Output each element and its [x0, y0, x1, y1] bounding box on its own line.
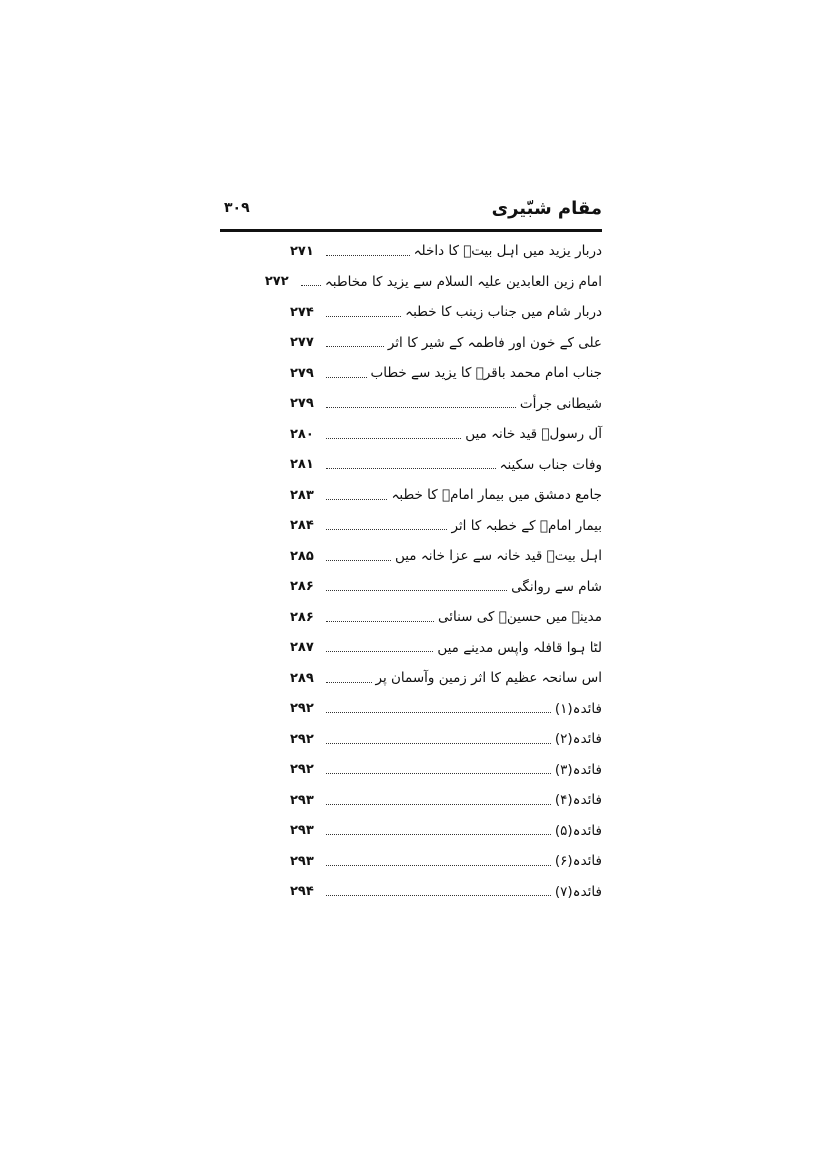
toc-entry-page: ۲۹۳	[290, 823, 314, 839]
toc-entry-page: ۲۹۴	[290, 884, 314, 900]
dot-leader	[326, 255, 410, 256]
toc-entry-title: شیطانی جرأت	[519, 395, 602, 412]
dot-leader	[326, 682, 372, 683]
toc-entry	[290, 450, 602, 481]
dot-leader	[326, 560, 391, 561]
toc-entry-title: اس سانحہ عظیم کا اثر زمین وآسمان پر	[375, 670, 602, 687]
toc-entry-title: علی کے خون اور فاطمہ کے شیر کا اثر	[387, 334, 602, 351]
toc-entry-title: فائدہ(۱)	[554, 700, 602, 717]
dot-leader	[326, 590, 507, 591]
dot-leader	[326, 346, 384, 347]
running-title: مقام شبّیری	[491, 198, 602, 219]
toc-entry-page: ۲۹۳	[290, 853, 314, 869]
dot-leader	[326, 468, 496, 469]
toc-entry-title: جناب امام محمد باقرؑ کا یزید سے خطاب	[370, 365, 602, 382]
toc-entry	[264, 267, 602, 298]
page-header	[220, 196, 602, 226]
toc-entry	[290, 877, 602, 908]
dot-leader	[326, 316, 401, 317]
toc-entry-title: امام زین العابدین علیہ السلام سے یزید کا مخاطبہ	[324, 273, 602, 290]
dot-leader	[326, 895, 551, 896]
toc-entry-title: جامع دمشق میں بیمار امامؑ کا خطبہ	[391, 487, 602, 504]
toc-entry-page: ۲۷۱	[290, 243, 314, 259]
dot-leader	[326, 407, 516, 408]
toc-entry-page: ۲۸۰	[290, 426, 314, 442]
dot-leader	[326, 712, 551, 713]
toc-entry-title: دربار شام میں جناب زینب کا خطبہ	[405, 304, 602, 321]
toc-entry-title: لٹا ہوا قافلہ واپس مدینے میں	[437, 639, 602, 656]
dot-leader	[326, 377, 367, 378]
toc-entry-page: ۲۸۹	[290, 670, 314, 686]
header-rule	[220, 229, 602, 232]
toc-entry-title: فائدہ(۷)	[554, 883, 602, 900]
toc-entry-page: ۲۹۳	[290, 792, 314, 808]
toc-entry	[290, 602, 602, 633]
table-of-contents	[264, 236, 602, 907]
toc-entry-title: آل رسولؐ قید خانہ میں	[465, 426, 602, 443]
toc-entry-title: فائدہ(۳)	[554, 761, 602, 778]
toc-entry	[290, 572, 602, 603]
dot-leader	[326, 804, 551, 805]
dot-leader	[326, 743, 551, 744]
toc-entry	[290, 724, 602, 755]
toc-entry-page: ۲۹۲	[290, 731, 314, 747]
toc-entry	[290, 297, 602, 328]
dot-leader	[326, 865, 551, 866]
toc-entry-title: فائدہ(۵)	[554, 822, 602, 839]
toc-entry	[290, 816, 602, 847]
toc-entry-title: وفات جناب سکینہ	[499, 456, 602, 473]
toc-entry	[290, 541, 602, 572]
dot-leader	[326, 621, 434, 622]
toc-entry-page: ۲۸۷	[290, 640, 314, 656]
toc-entry-page: ۲۹۲	[290, 701, 314, 717]
toc-entry-title: اہل بیتؑ قید خانہ سے عزا خانہ میں	[394, 548, 602, 565]
toc-entry	[290, 694, 602, 725]
toc-entry-title: بیمار امامؑ کے خطبہ کا اثر	[451, 517, 602, 534]
dot-leader	[326, 529, 447, 530]
dot-leader	[326, 438, 461, 439]
toc-entry	[290, 358, 602, 389]
toc-entry-title: مدینہ میں حسینؑ کی سنائی	[437, 609, 602, 626]
toc-entry-page: ۲۸۶	[290, 609, 314, 625]
toc-entry-page: ۲۸۱	[290, 457, 314, 473]
toc-entry-page: ۲۷۷	[290, 335, 314, 351]
toc-entry	[290, 480, 602, 511]
toc-entry	[290, 419, 602, 450]
toc-entry	[290, 328, 602, 359]
dot-leader	[326, 651, 433, 652]
toc-entry-page: ۲۷۲	[264, 274, 289, 290]
toc-entry-page: ۲۷۴	[290, 304, 314, 320]
toc-entry-page: ۲۸۳	[290, 487, 314, 503]
toc-entry-page: ۲۷۹	[290, 365, 314, 381]
toc-entry	[290, 389, 602, 420]
toc-entry-title: دربار یزید میں اہل بیتؑ کا داخلہ	[413, 243, 602, 260]
dot-leader	[326, 499, 387, 500]
toc-entry	[290, 236, 602, 267]
dot-leader	[326, 834, 551, 835]
toc-entry-page: ۲۸۶	[290, 579, 314, 595]
dot-leader	[326, 773, 551, 774]
toc-entry	[290, 511, 602, 542]
toc-entry-title: شام سے روانگی	[511, 578, 602, 595]
toc-entry-page: ۲۸۴	[290, 518, 314, 534]
toc-entry-title: فائدہ(۲)	[554, 731, 602, 748]
toc-entry	[290, 663, 602, 694]
toc-entry	[290, 633, 602, 664]
toc-entry-title: فائدہ(۶)	[554, 853, 602, 870]
toc-entry-page: ۲۹۲	[290, 762, 314, 778]
toc-entry-page: ۲۸۵	[290, 548, 314, 564]
dot-leader	[301, 285, 321, 286]
toc-entry-title: فائدہ(۴)	[554, 792, 602, 809]
toc-entry	[290, 785, 602, 816]
toc-entry	[290, 755, 602, 786]
toc-entry-page: ۲۷۹	[290, 396, 314, 412]
page-number: ۳۰۹	[224, 200, 250, 216]
toc-entry	[290, 846, 602, 877]
